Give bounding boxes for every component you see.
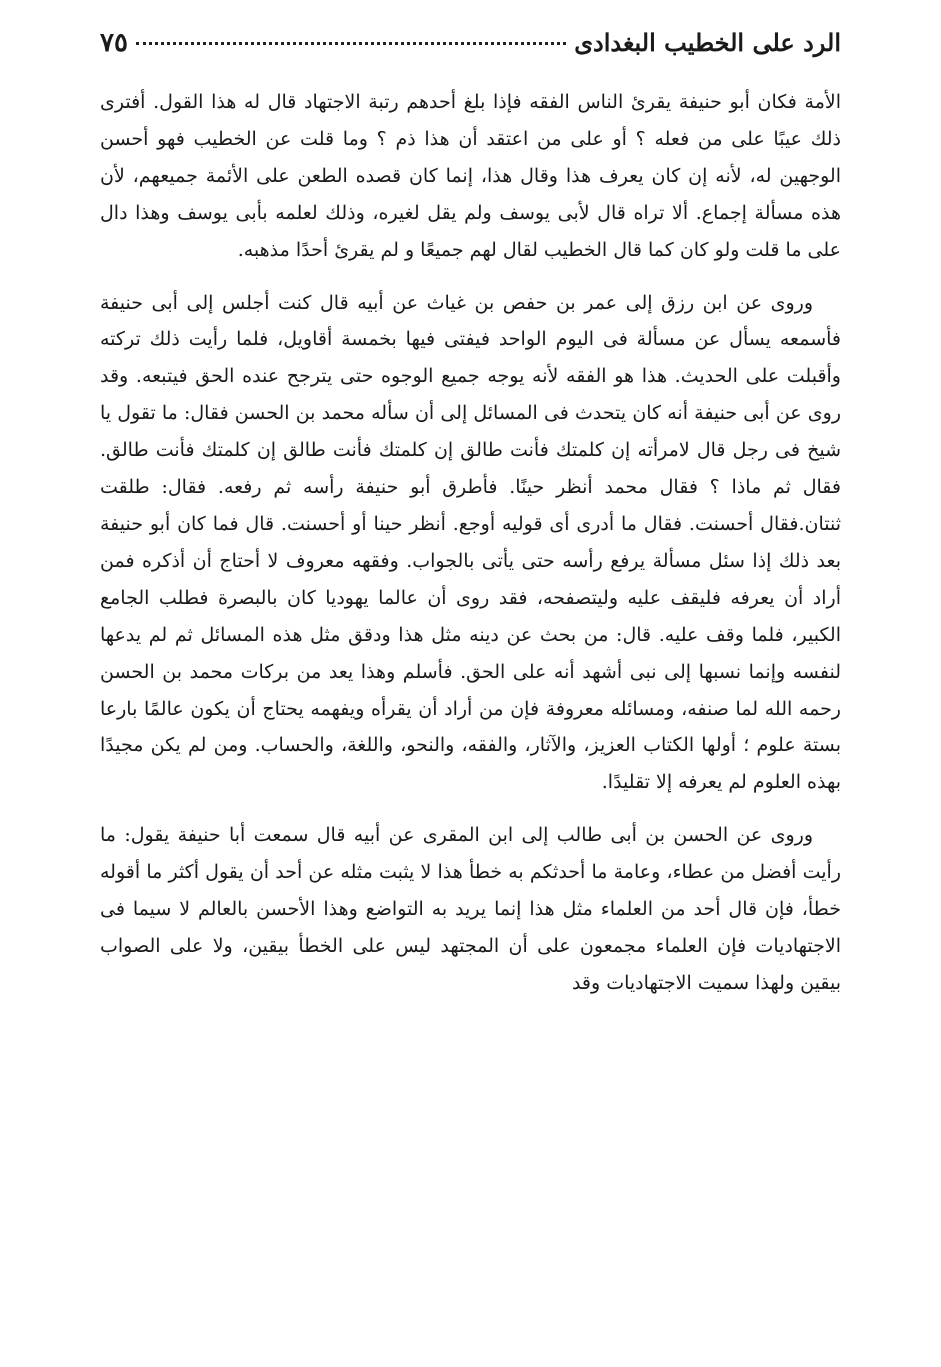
leader-dots bbox=[136, 42, 566, 45]
paragraph-1: الأمة فكان أبو حنيفة يقرئ الناس الفقه فإذا بلغ أحدهم رتبة الاجتهاد قال له هذا القول. أفترى ذلك عيبًا على من فعله ؟ أو على من اعتقد أن هذا ذم ؟ وما قلت عن الخطيب فهو أحسن الوجهين له، لأنه إن كان يعرف هذا وقال هذا، إنما كان قصده الطعن على الأئمة جميعهم، لأن هذه مسألة إجماع. ألا تراه قال لأبى يوسف ولم يقل لغيره، وذلك لعلمه بأبى يوسف وهذا دال على ما قلت ولو كان كما قال الخطيب لقال لهم جميعًا و لم يقرئ أحدًا مذهبه. bbox=[100, 91, 841, 261]
body-text bbox=[100, 84, 841, 1002]
page-number: ٧٥ bbox=[100, 28, 128, 58]
running-title: الرد على الخطيب البغدادى bbox=[574, 28, 841, 57]
paragraph-3: وروى عن الحسن بن أبى طالب إلى ابن المقرى عن أبيه قال سمعت أبا حنيفة يقول: ما رأيت أفضل من عطاء، وعامة ما أحدثكم به خطأ هذا لا يثبت مثله عن أحد أن يقول أكثر ما أقوله خطأ، فإن قال أحد من العلماء مثل هذا إنما يريد به التواضع وهذا الأحسن بالعالم لا سيما فى الاجتهاديات فإن العلماء مجمعون على أن المجتهد ليس على الخطأ بيقين، ولا على الصواب بيقين ولهذا سميت الاجتهاديات وقد bbox=[100, 824, 841, 994]
running-header bbox=[100, 28, 841, 72]
paragraph-2: وروى عن ابن رزق إلى عمر بن حفص بن غياث عن أبيه قال كنت أجلس إلى أبى حنيفة فأسمعه يسأل عن مسألة فى اليوم الواحد فيفتى فيها بخمسة أقاويل، فلما رأيت ذلك تركته وأقبلت على الحديث. هذا هو الفقه لأنه يوجه جميع الوجوه حتى يترجح عنده الحق فيتبعه. وقد روى عن أبى حنيفة أنه كان يتحدث فى المسائل إلى أن سأله محمد بن الحسن فقال: ما تقول يا شيخ فى رجل قال لامرأته إن كلمتك فأنت طالق إن كلمتك فأنت طالق إن كلمتك فأنت طالق. فقال ثم ماذا ؟ فقال محمد أنظر حينًا. فأطرق أبو حنيفة رأسه ثم رفعه. فقال: طلقت ثنتان.فقال أحسنت. فقال ما أدرى أى قوليه أوجع. أنظر حينا أو أحسنت. قال فما كان أبو حنيفة بعد ذلك إذا سئل مسألة يرفع رأسه حتى يأتى بالجواب. وفقهه معروف لا أحتاج أن أذكره فمن أراد أن يعرفه فليقف عليه وليتصفحه، فقد روى أن عالما يهوديا كان بالبصرة فطلب الجامع الكبير، فلما وقف عليه. قال: من بحث عن دينه مثل هذا ودقق مثل هذه المسائل ثم لم يدعها لنفسه وإنما نسبها إلى نبى أشهد أنه على الحق. فأسلم وهذا يعد من بركات محمد بن الحسن رحمه الله لما صنفه، ومسائله معروفة فإن من أراد أن يقرأه ويفهمه يحتاج أن يكون عالمًا بارعا بستة علوم ؛ أولها الكتاب العزيز، والآثار، والفقه، والنحو، واللغة، والحساب. ومن لم يكن مجيدًا بهذه العلوم لم يعرفه إلا تقليدًا. bbox=[100, 291, 841, 794]
